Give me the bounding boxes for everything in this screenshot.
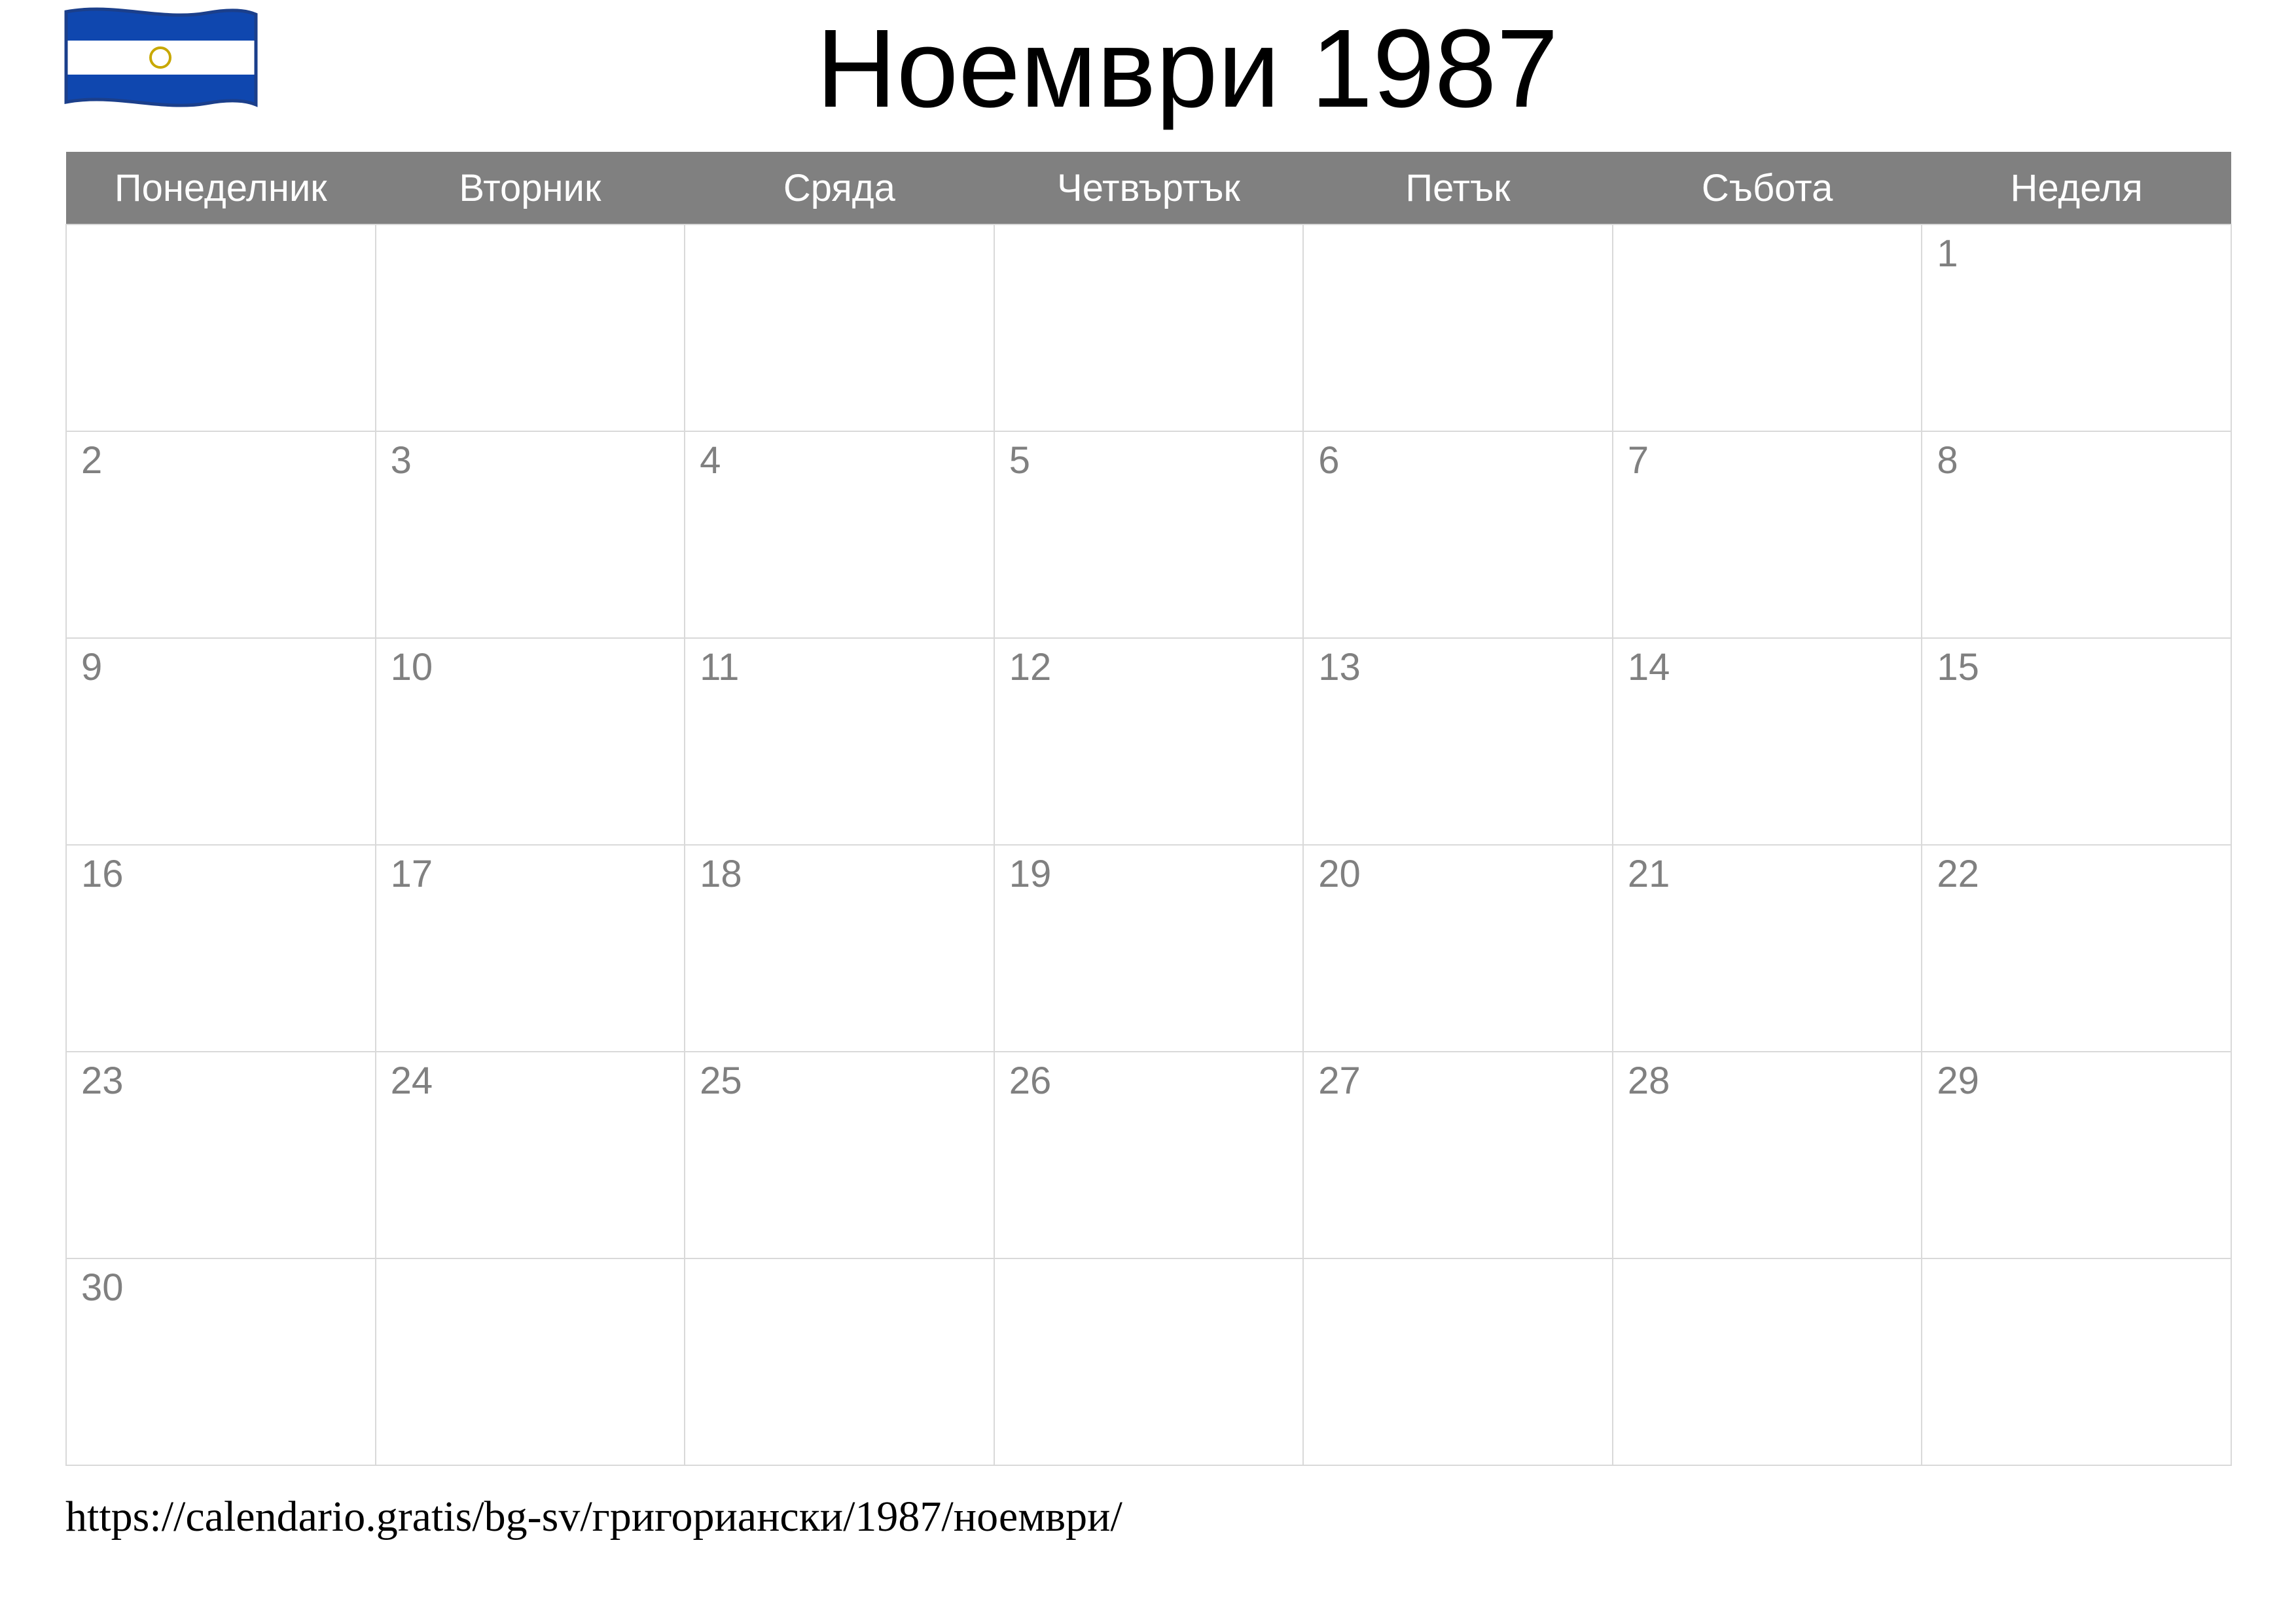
- calendar-day-cell[interactable]: [685, 1052, 994, 1258]
- weekday-header-saturday: Събота: [1613, 152, 1922, 224]
- page-title: Ноември 1987: [816, 7, 1558, 131]
- day-number: 1: [1937, 232, 1958, 275]
- day-number: 5: [1009, 439, 1030, 482]
- calendar-week-row: [66, 431, 2231, 638]
- day-number: 8: [1937, 439, 1958, 482]
- calendar-day-cell[interactable]: [1922, 1052, 2231, 1258]
- day-number: 4: [700, 439, 721, 482]
- calendar-day-cell[interactable]: [685, 224, 994, 431]
- day-number: 30: [81, 1266, 124, 1309]
- month-calendar-table: [65, 152, 2232, 1466]
- calendar-day-cell[interactable]: [994, 431, 1304, 638]
- calendar-day-cell[interactable]: [66, 224, 376, 431]
- calendar-day-cell[interactable]: [994, 224, 1304, 431]
- calendar-day-cell[interactable]: [685, 431, 994, 638]
- day-number: 12: [1009, 646, 1052, 688]
- day-number: 17: [390, 853, 433, 895]
- day-number: 15: [1937, 646, 1979, 688]
- day-number: 22: [1937, 853, 1979, 895]
- calendar-day-cell[interactable]: [1922, 845, 2231, 1052]
- day-number: 16: [81, 853, 124, 895]
- calendar-day-cell[interactable]: [1303, 431, 1613, 638]
- day-number: 14: [1627, 646, 1670, 688]
- calendar-week-row: [66, 1258, 2231, 1465]
- calendar-day-cell[interactable]: [994, 1052, 1304, 1258]
- calendar-day-cell[interactable]: [1922, 638, 2231, 845]
- day-number: 6: [1318, 439, 1340, 482]
- calendar-day-cell[interactable]: [66, 638, 376, 845]
- calendar-day-cell[interactable]: [994, 845, 1304, 1052]
- day-number: 3: [390, 439, 412, 482]
- calendar-week-row: [66, 224, 2231, 431]
- calendar-week-row: [66, 638, 2231, 845]
- weekday-header-sunday: Неделя: [1922, 152, 2231, 224]
- calendar-day-cell[interactable]: [376, 638, 685, 845]
- weekday-header-wednesday: Сряда: [685, 152, 994, 224]
- calendar-day-cell[interactable]: [1613, 638, 1922, 845]
- day-number: 26: [1009, 1060, 1052, 1102]
- day-number: 19: [1009, 853, 1052, 895]
- day-number: 10: [390, 646, 433, 688]
- calendar-day-cell[interactable]: [66, 1052, 376, 1258]
- day-number: 23: [81, 1060, 124, 1102]
- day-number: 7: [1627, 439, 1649, 482]
- day-number: 18: [700, 853, 742, 895]
- day-number: 20: [1318, 853, 1361, 895]
- calendar-day-cell[interactable]: [376, 1258, 685, 1465]
- weekday-header-tuesday: Вторник: [376, 152, 685, 224]
- calendar-day-cell[interactable]: [376, 431, 685, 638]
- calendar-day-cell[interactable]: [994, 1258, 1304, 1465]
- calendar-day-cell[interactable]: [1613, 1258, 1922, 1465]
- calendar-day-cell[interactable]: [66, 845, 376, 1052]
- day-number: 27: [1318, 1060, 1361, 1102]
- calendar-day-cell[interactable]: [685, 1258, 994, 1465]
- calendar-week-row: [66, 845, 2231, 1052]
- page-header: [0, 0, 2296, 137]
- day-number: 24: [390, 1060, 433, 1102]
- day-number: 11: [700, 646, 740, 688]
- calendar-day-cell[interactable]: [66, 1258, 376, 1465]
- calendar-day-cell[interactable]: [994, 638, 1304, 845]
- calendar-day-cell[interactable]: [66, 431, 376, 638]
- calendar-week-row: [66, 1052, 2231, 1258]
- day-number: 21: [1627, 853, 1670, 895]
- day-number: 9: [81, 646, 103, 688]
- calendar-day-cell[interactable]: [1922, 224, 2231, 431]
- calendar-day-cell[interactable]: [1613, 845, 1922, 1052]
- calendar-day-cell[interactable]: [1303, 845, 1613, 1052]
- calendar-day-cell[interactable]: [1613, 224, 1922, 431]
- day-number: 29: [1937, 1060, 1979, 1102]
- calendar-day-cell[interactable]: [685, 638, 994, 845]
- calendar-header-row: [66, 152, 2231, 224]
- calendar-day-cell[interactable]: [376, 224, 685, 431]
- day-number: 2: [81, 439, 103, 482]
- calendar-day-cell[interactable]: [1303, 1258, 1613, 1465]
- calendar-day-cell[interactable]: [1922, 1258, 2231, 1465]
- calendar-day-cell[interactable]: [1303, 1052, 1613, 1258]
- weekday-header-monday: Понеделник: [66, 152, 376, 224]
- calendar-day-cell[interactable]: [376, 1052, 685, 1258]
- calendar-day-cell[interactable]: [1613, 1052, 1922, 1258]
- calendar-day-cell[interactable]: [1303, 638, 1613, 845]
- day-number: 13: [1318, 646, 1361, 688]
- weekday-header-thursday: Четвъртък: [994, 152, 1304, 224]
- calendar-day-cell[interactable]: [1613, 431, 1922, 638]
- day-number: 28: [1627, 1060, 1670, 1102]
- source-url[interactable]: https://calendario.gratis/bg-sv/григориански/1987/ноември/: [65, 1493, 1122, 1541]
- calendar-day-cell[interactable]: [1922, 431, 2231, 638]
- flag-el-salvador-icon: [62, 7, 259, 131]
- calendar-day-cell[interactable]: [1303, 224, 1613, 431]
- weekday-header-friday: Петък: [1303, 152, 1613, 224]
- calendar-day-cell[interactable]: [376, 845, 685, 1052]
- calendar-day-cell[interactable]: [685, 845, 994, 1052]
- day-number: 25: [700, 1060, 742, 1102]
